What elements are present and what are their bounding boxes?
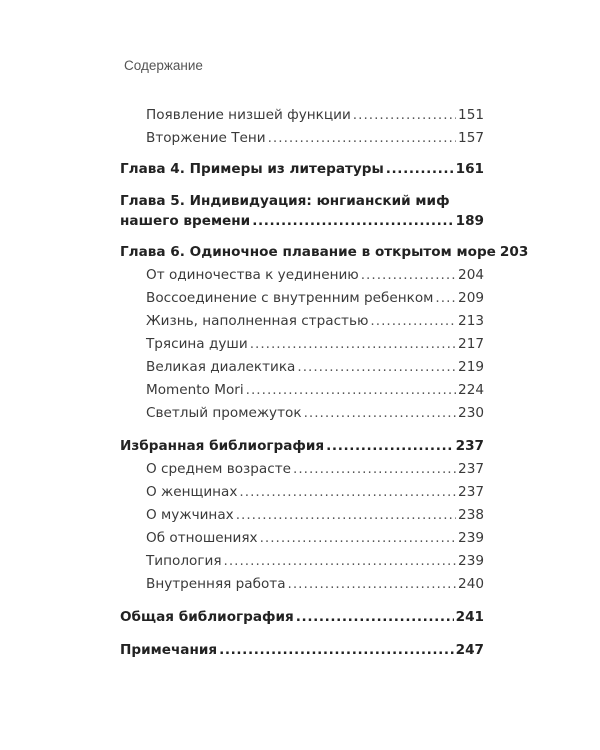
dot-leader xyxy=(361,264,456,287)
dot-leader xyxy=(326,435,453,458)
toc-entry[interactable] xyxy=(120,310,484,333)
dot-leader xyxy=(250,333,456,356)
toc-entry-page: 240 xyxy=(458,576,484,592)
dot-leader xyxy=(268,127,456,150)
dot-leader xyxy=(293,458,456,481)
toc-entry-page: 151 xyxy=(458,107,484,123)
dot-leader xyxy=(435,287,456,310)
dot-leader xyxy=(370,310,456,333)
toc-entry-title: Вторжение Тени xyxy=(146,130,266,146)
dot-leader xyxy=(252,211,453,231)
toc-entry-page: 224 xyxy=(458,382,484,398)
toc-entry-page: 217 xyxy=(458,336,484,352)
dot-leader xyxy=(224,550,457,573)
dot-leader xyxy=(353,104,456,127)
toc-entry-title: О мужчинах xyxy=(146,507,234,523)
toc-entry-page: 238 xyxy=(458,507,484,523)
toc-entry[interactable] xyxy=(120,379,484,402)
dot-leader xyxy=(386,158,454,181)
toc-entry[interactable] xyxy=(120,504,484,527)
toc-chapter[interactable] xyxy=(120,158,484,181)
dot-leader xyxy=(219,639,453,662)
toc-entry[interactable] xyxy=(120,527,484,550)
dot-leader xyxy=(296,606,454,629)
toc-entry[interactable] xyxy=(120,264,484,287)
toc-entry-page: 209 xyxy=(458,290,484,306)
toc-entry-title: Трясина души xyxy=(146,336,248,352)
dot-leader xyxy=(260,527,456,550)
toc-chapter-title-line2: нашего времени xyxy=(120,213,251,229)
toc-chapter[interactable] xyxy=(120,241,529,264)
toc-entry-page: 204 xyxy=(458,267,484,283)
toc-entry-page: 219 xyxy=(458,359,484,375)
toc-entry-title: От одиночества к уединению xyxy=(146,267,359,283)
toc-entry-page: 213 xyxy=(458,313,484,329)
toc-entry[interactable] xyxy=(120,356,484,379)
dot-leader xyxy=(236,504,456,527)
toc-entry-title: Воссоединение с внутренним ребенком xyxy=(146,290,434,306)
toc-chapter-page: 203 xyxy=(499,244,529,260)
toc-chapter-page: 247 xyxy=(455,642,484,658)
toc-chapter[interactable] xyxy=(120,606,484,629)
toc-entry-title: О женщинах xyxy=(146,484,238,500)
toc-chapter-page: 241 xyxy=(455,609,484,625)
dot-leader xyxy=(246,379,456,402)
toc-chapter[interactable] xyxy=(120,191,484,231)
toc-chapter-title: Избранная библиография xyxy=(120,438,325,454)
toc-entry[interactable] xyxy=(120,550,484,573)
toc-chapter[interactable] xyxy=(120,435,484,458)
toc-entry-title: Появление низшей функции xyxy=(146,107,351,123)
toc-entry[interactable] xyxy=(120,402,484,425)
table-of-contents xyxy=(120,104,529,662)
toc-chapter-title: Глава 4. Примеры из литературы xyxy=(120,161,384,177)
toc-entry-page: 237 xyxy=(458,484,484,500)
toc-entry-title: Об отношениях xyxy=(146,530,258,546)
toc-entry[interactable] xyxy=(120,481,484,504)
toc-entry[interactable] xyxy=(120,458,484,481)
toc-entry[interactable] xyxy=(120,573,484,596)
toc-entry-title: Внутренняя работа xyxy=(146,576,286,592)
toc-entry-page: 230 xyxy=(458,405,484,421)
toc-entry-page: 157 xyxy=(458,130,484,146)
toc-entry-title: О среднем возрасте xyxy=(146,461,291,477)
toc-entry-title: Светлый промежуток xyxy=(146,405,302,421)
dot-leader xyxy=(304,402,456,425)
toc-chapter-title: Глава 6. Одиночное плавание в открытом море xyxy=(120,244,496,260)
dot-leader xyxy=(297,356,456,379)
toc-entry[interactable] xyxy=(120,104,484,127)
toc-entry-page: 237 xyxy=(458,461,484,477)
toc-chapter-title: Примечания xyxy=(120,642,218,658)
toc-entry-title: Типология xyxy=(146,553,222,569)
toc-chapter[interactable] xyxy=(120,639,484,662)
running-head: Содержание xyxy=(124,58,203,73)
toc-entry-title: Великая диалектика xyxy=(146,359,296,375)
toc-chapter-page: 237 xyxy=(455,438,484,454)
toc-entry[interactable] xyxy=(120,333,484,356)
toc-chapter-title-line1: Глава 5. Индивидуация: юнгианский миф xyxy=(120,193,450,209)
toc-entry-title: Жизнь, наполненная страстью xyxy=(146,313,369,329)
toc-entry[interactable] xyxy=(120,287,484,310)
toc-entry-page: 239 xyxy=(458,553,484,569)
dot-leader xyxy=(239,481,456,504)
toc-chapter-page: 161 xyxy=(455,161,484,177)
toc-chapter-title: Общая библиография xyxy=(120,609,294,625)
dot-leader xyxy=(288,573,457,596)
toc-entry-page: 239 xyxy=(458,530,484,546)
toc-entry[interactable] xyxy=(120,127,484,150)
toc-entry-title: Momento Mori xyxy=(146,382,244,398)
toc-chapter-page: 189 xyxy=(455,213,484,229)
